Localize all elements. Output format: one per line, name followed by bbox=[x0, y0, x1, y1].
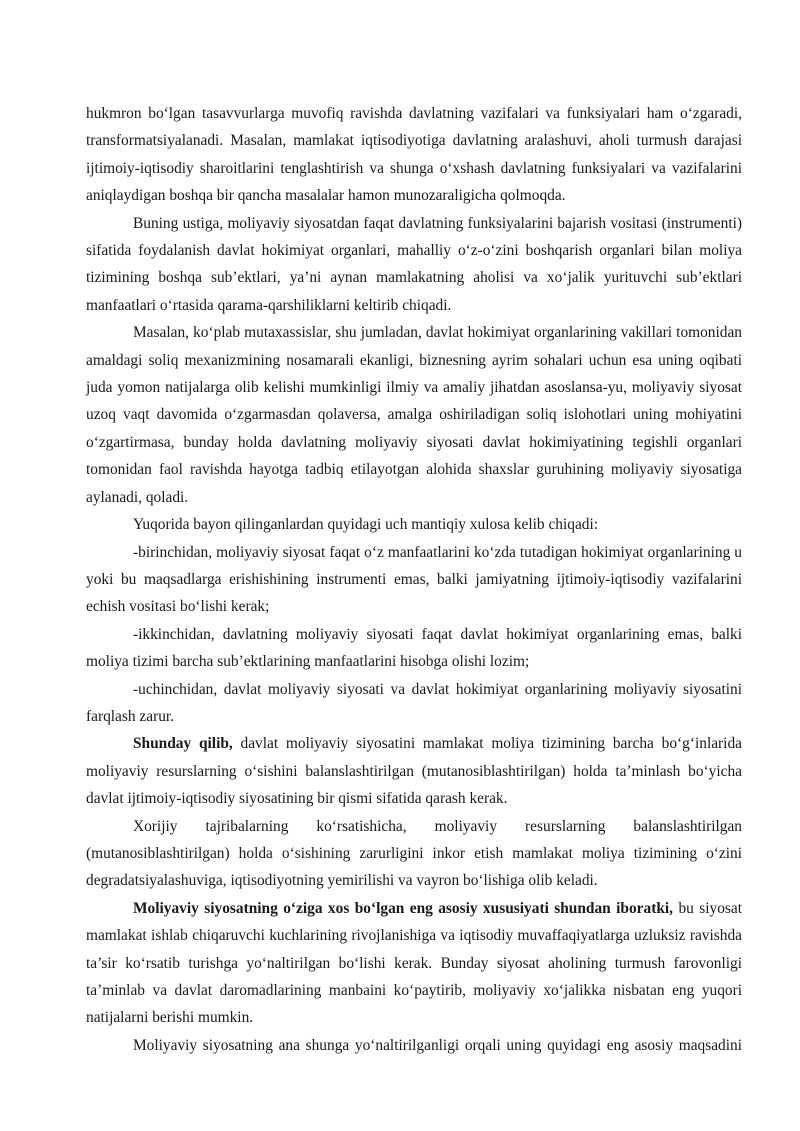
paragraph-ikkinchidan: -ikkinchidan, davlatning moliyaviy siyosati faqat davlat hokimiyat organlarining emas, balki moliya tizimi barcha sub’ektlarining manfaatlarini hisobga olishi lozim; bbox=[86, 625, 742, 671]
paragraph-last-line: Moliyaviy siyosatning ana shunga yo‘naltirilganligi orqali uning quyidagi eng asosiy maqsadini bbox=[133, 1036, 742, 1054]
bold-lead-asosiy-xususiyat: Moliyaviy siyosatning o‘ziga xos bo‘lgan eng asosiy xususiyati shundan iboratki, bbox=[133, 899, 674, 917]
paragraph-text: bu siyosat mamlakat ishlab chiqaruvchi kuchlarining rivojlanishiga va iqtisodiy muvaffaqiyatlarga uzluksiz ravishda ta’sir ko‘rsatib turishga yo‘naltirilgan bo‘lishi kerak. Bunday siyosat aholining turmush farovonligi ta’minlab va davlat daromadlarining manbaini ko‘paytirib, moliyaviy xo‘jalikka nisbatan eng yuqori natijalarni berishi mumkin. bbox=[86, 899, 742, 1027]
paragraph-shunday-qilib bbox=[86, 730, 742, 812]
bold-lead-shunday-qilib: Shunday qilib, bbox=[133, 735, 233, 753]
paragraph-birinchidan: -birinchidan, moliyaviy siyosat faqat o‘z manfaatlarini ko‘zda tutadigan hokimiyat organlarining u yoki bu maqsadlarga erishishining instrumenti emas, balki jamiyatning ijtimoiy-iqtisodiy vazifalarini echish vositasi bo‘lishi kerak; bbox=[86, 543, 742, 616]
paragraph-xulosa-intro: Yuqorida bayon qilinganlardan quyidagi uch mantiqiy xulosa kelib chiqadi: bbox=[133, 516, 599, 534]
paragraph-uchinchidan: -uchinchidan, davlat moliyaviy siyosati va davlat hokimiyat organlarining moliyaviy siyosatini farqlash zarur. bbox=[86, 680, 742, 725]
paragraph-masalan: Masalan, ko‘plab mutaxassislar, shu jumladan, davlat hokimiyat organlarining vakillari tomonidan amaldagi soliq mexanizmining nosamarali ekanligi, biznesning ayrim sohalari uchun esa uning oqibati juda yomon natijalarga olib kelishi mumkinligi ilmiy va amaliy jihatdan asoslansa-yu, moliyaviy siyosat uzoq vaqt davomida o‘zgarmasdan qolaversa, amalga oshiriladigan soliq islohotlari uning mohiyatini o‘zgartirmasa, bunday holda davlatning moliyaviy siyosati davlat hokimiyatining tegishli organlari tomonidan faol ravishda hayotga tadbiq etilayotgan alohida shaxslar guruhining moliyaviy siyosatiga aylanadi, qoladi. bbox=[86, 324, 742, 506]
paragraph-continuation: hukmron bo‘lgan tasavvurlarga muvofiq ravishda davlatning vazifalari va funksiyalari ham o‘zgaradi, transformatsiyalanadi. Masalan, mamlakat iqtisodiyotiga davlatning aralashuvi, aholi turmush darajasi ijtimoiy-iqtisodiy sharoitlarini tenglashtirish va shunga o‘xshash davlatning funksiyalari va vazifalarini aniqlaydigan boshqa bir qancha masalalar hamon munozaraligicha qolmoqda. bbox=[86, 105, 742, 205]
paragraph-buning-ustiga: Buning ustiga, moliyaviy siyosatdan faqat davlatning funksiyalarini bajarish vositasi (instrumenti) sifatida foydalanish davlat hokimiyat organlari, mahalliy o‘z-o‘zini boshqarish organlari bilan moliya tizimining boshqa sub’ektlari, ya’ni aynan mamlakatning aholisi va xo‘jalik yurituvchi sub’ektlari manfaatlari o‘rtasida qarama-qarshiliklarni keltirib chiqadi. bbox=[86, 214, 742, 314]
paragraph-xorijiy: Xorijiy tajribalarning ko‘rsatishicha, moliyaviy resurslarning balanslashtirilgan (mutanosiblashtirilgan) holda o‘sishining zarurligini inkor etish mamlakat moliya tizimining o‘zini degradatsiyalashuviga, iqtisodiyotning yemirilishi va vayron bo‘lishiga olib keladi. bbox=[86, 817, 742, 890]
document-page bbox=[86, 100, 742, 1059]
paragraph-text: davlat moliyaviy siyosatini mamlakat moliya tizimining barcha bo‘g‘inlarida moliyaviy resurslarning o‘sishini balanslashtirilgan (mutanosiblashtirilgan) holda ta’minlash bo‘yicha davlat ijtimoiy-iqtisodiy siyosatining bir qismi sifatida qarash kerak. bbox=[86, 735, 742, 808]
paragraph-asosiy-xususiyat bbox=[86, 895, 742, 1032]
